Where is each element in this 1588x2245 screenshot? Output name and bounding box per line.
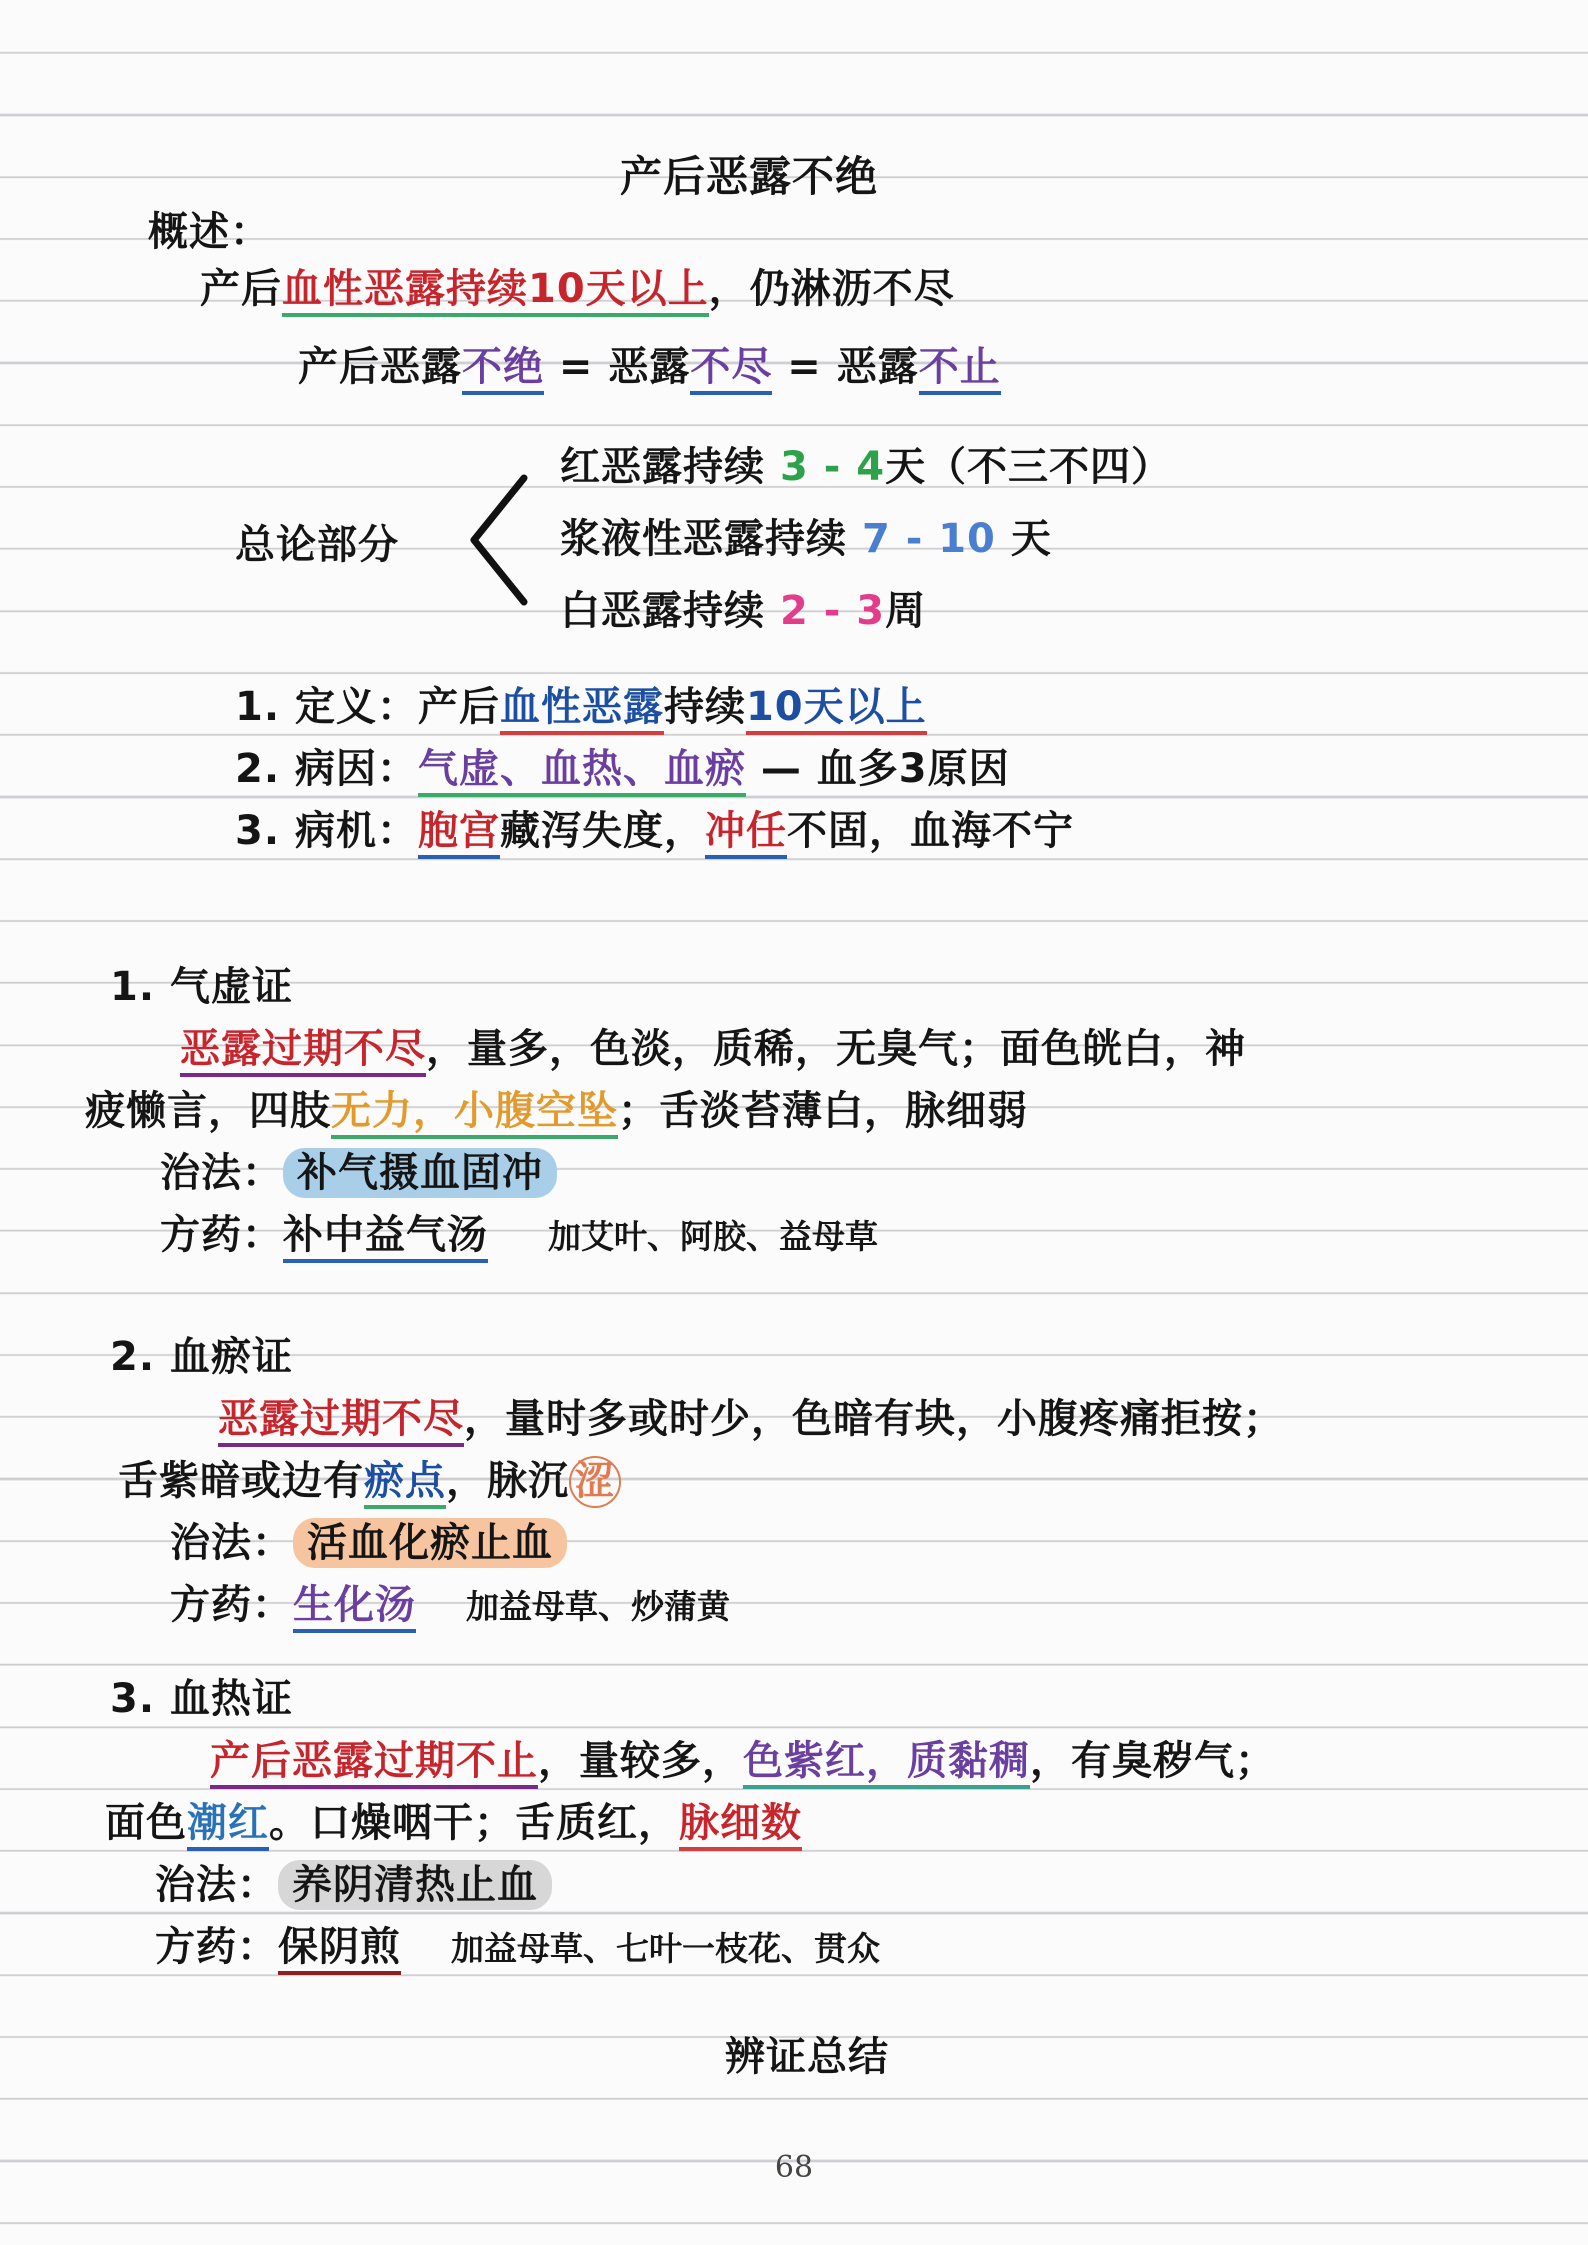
highlight-text: 恶露过期不尽: [180, 1026, 426, 1077]
duration: 7 - 10: [861, 516, 996, 562]
highlight-text: 恶露过期不尽: [218, 1396, 464, 1447]
bracket-icon: [462, 470, 532, 610]
text: 浆液性恶露持续: [560, 516, 862, 562]
formula-name: 保阴煎: [278, 1924, 401, 1975]
text: ，量多，色淡，质稀，无臭气；面色㿠白，神: [426, 1026, 1246, 1072]
text: 产后: [200, 266, 282, 312]
text: 红恶露持续: [560, 444, 780, 490]
highlight-text: 不止: [919, 344, 1001, 395]
text: ；舌淡苔薄白，脉细弱: [618, 1088, 1028, 1134]
highlight-text: 血性恶露: [500, 684, 664, 735]
treatment-method: 养阴清热止血: [278, 1860, 552, 1910]
text: 舌紫暗或边有: [118, 1458, 364, 1504]
symptom-line-2: [85, 1084, 1028, 1138]
highlight-text: 脉细数: [679, 1800, 802, 1851]
formula-note: 加艾叶、阿胶、益母草: [548, 1217, 878, 1256]
overview-line-1: [200, 262, 955, 316]
highlight-text: 潮红: [187, 1800, 269, 1851]
text: 疲懒言，四肢: [85, 1088, 331, 1134]
formula-label: 方药：: [170, 1582, 293, 1628]
section-heading: 3. 血热证: [110, 1676, 293, 1722]
duration: 2 - 3: [779, 588, 886, 634]
general-item-2: [560, 512, 1052, 566]
general-item-3: [560, 584, 926, 638]
treatment-label: 治法：: [160, 1150, 283, 1196]
highlight-text: 不绝: [462, 344, 544, 395]
general-item-1: [560, 440, 1172, 494]
formula-name: 补中益气汤: [283, 1212, 488, 1263]
treatment-method: 活血化瘀止血: [293, 1518, 567, 1568]
highlight-text: 不尽: [690, 344, 772, 395]
treatment-line: [160, 1146, 557, 1200]
text: 产后恶露: [298, 344, 462, 390]
text: ，脉沉: [446, 1458, 569, 1504]
text: ，量时多或时少，色暗有块，小腹疼痛拒按；: [464, 1396, 1284, 1442]
text: 天（不三不四）: [885, 444, 1173, 490]
text: = 恶露: [544, 344, 691, 390]
point-cause: [235, 742, 1010, 796]
symptom-line-1: [210, 1734, 1276, 1788]
formula-label: 方药：: [155, 1924, 278, 1970]
highlight-text: 瘀点: [364, 1458, 446, 1509]
page-title: 产后恶露不绝: [620, 152, 879, 201]
text: 面色: [105, 1800, 187, 1846]
section-heading: 1. 气虚证: [110, 964, 293, 1010]
formula-name: 生化汤: [293, 1582, 416, 1633]
text: 2. 病因：: [235, 746, 418, 792]
text: 藏泻失度，: [499, 808, 705, 854]
highlight-text: 冲任: [705, 808, 787, 859]
formula-note: 加益母草、炒蒲黄: [466, 1587, 730, 1626]
overview-line-2: [298, 340, 1001, 394]
section-heading: 2. 血瘀证: [110, 1334, 293, 1380]
symptom-line-2: [118, 1454, 621, 1508]
treatment-label: 治法：: [170, 1520, 293, 1566]
page-number: 68: [774, 2150, 814, 2185]
text: 持续: [663, 684, 746, 730]
symptom-line-2: [105, 1796, 802, 1850]
highlight-text: 无力，小腹空坠: [331, 1088, 618, 1139]
text: ，有臭秽气；: [1030, 1738, 1276, 1784]
formula-note: 加益母草、七叶一枝花、贯众: [451, 1929, 880, 1968]
highlight-text: 血性恶露持续10天以上: [282, 266, 709, 317]
symptom-line-1: [180, 1022, 1246, 1076]
general-label: 总论部分: [235, 522, 399, 568]
highlight-text: 气虚、血热、血瘀: [418, 746, 746, 797]
text: = 恶露: [772, 344, 919, 390]
overview-label: 概述：: [148, 209, 271, 255]
formula-line: [170, 1578, 730, 1634]
summary-title: 辨证总结: [725, 2034, 889, 2080]
treatment-method: 补气摄血固冲: [283, 1148, 557, 1198]
highlight-text: 胞宫: [418, 808, 500, 859]
circled-text: 涩: [569, 1456, 621, 1508]
text: 周: [885, 588, 927, 634]
treatment-label: 治法：: [155, 1862, 278, 1908]
point-mechanism: [235, 804, 1074, 858]
text: ，仍淋沥不尽: [708, 266, 955, 312]
text: ，量较多，: [538, 1738, 743, 1784]
highlight-text: 产后恶露过期不止: [210, 1738, 538, 1789]
treatment-line: [155, 1858, 552, 1912]
formula-line: [160, 1208, 878, 1264]
point-definition: [235, 680, 927, 734]
symptom-line-1: [218, 1392, 1284, 1446]
treatment-line: [170, 1516, 567, 1570]
text: 3. 病机：: [235, 808, 418, 854]
duration: 3 - 4: [779, 444, 886, 490]
text: 天: [995, 516, 1052, 562]
text: 。口燥咽干；舌质红，: [269, 1800, 679, 1846]
highlight-text: 10天以上: [746, 684, 927, 735]
highlight-text: 色紫红，质黏稠: [743, 1738, 1030, 1789]
text: 1. 定义：产后: [235, 684, 500, 730]
text: — 血多3原因: [745, 746, 1010, 792]
formula-line: [155, 1920, 880, 1976]
text: 不固，血海不宁: [786, 808, 1074, 854]
formula-label: 方药：: [160, 1212, 283, 1258]
text: 白恶露持续: [560, 588, 780, 634]
